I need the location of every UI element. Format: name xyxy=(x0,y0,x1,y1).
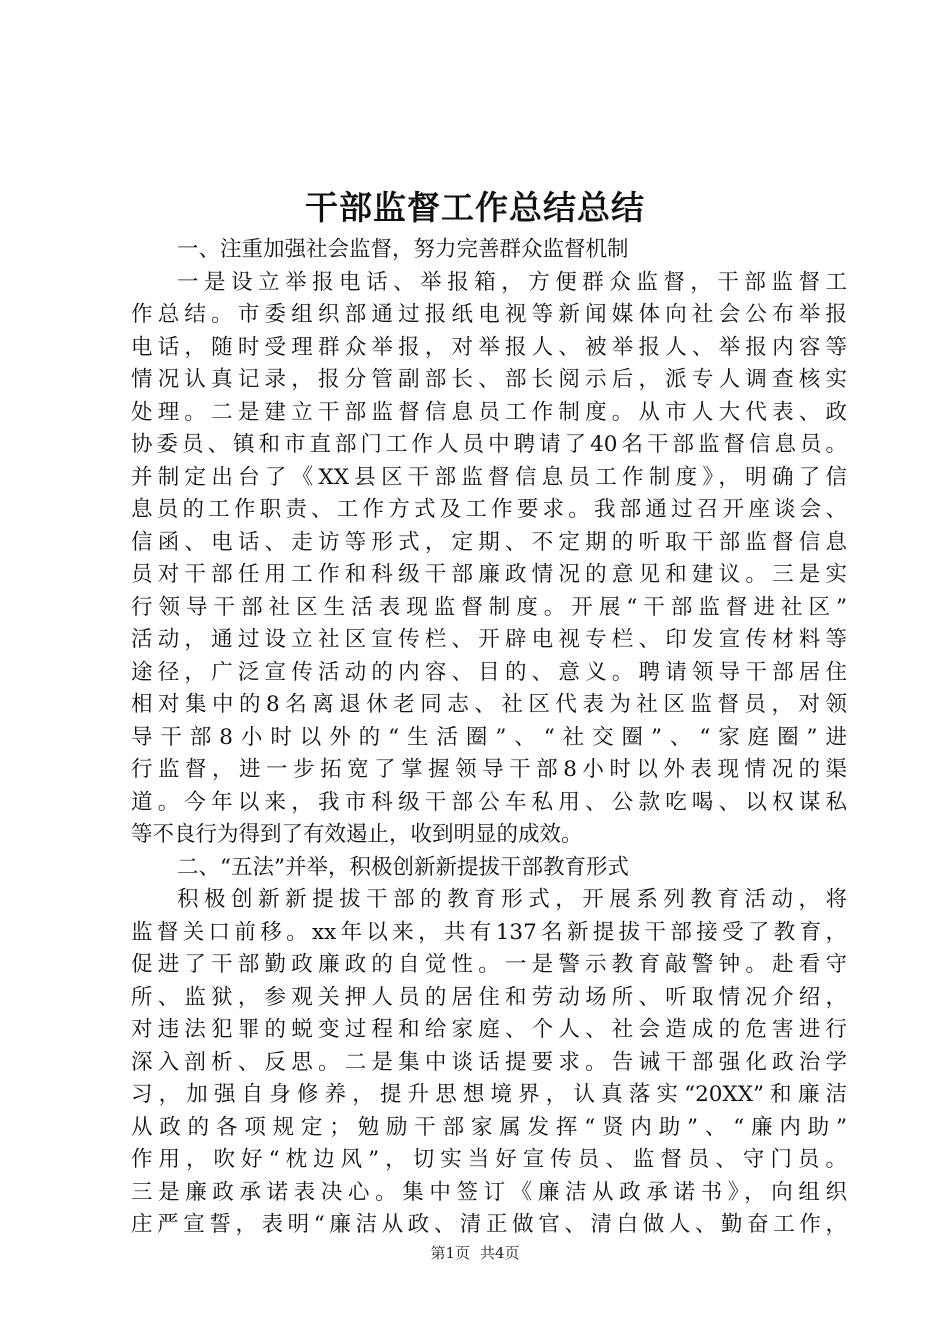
paragraph-line: 情况认真记录，报分管副部长、部长阅示后，派专人调查核实 xyxy=(131,367,847,392)
paragraph-line: 三是廉政承诺表决心。集中签订《廉洁从政承诺书》，向组织 xyxy=(131,1179,847,1205)
paragraph-line: 途径，广泛宣传活动的内容、目的、意义。聘请领导干部居住 xyxy=(131,659,847,685)
document-title: 干部监督工作总结总结 xyxy=(305,188,645,227)
paragraph-line: 道。今年以来，我市科级干部公车私用、公款吃喝、以权谋私 xyxy=(131,789,847,815)
paragraph-line: 处理。二是建立干部监督信息员工作制度。从市人大代表、政 xyxy=(131,399,847,425)
page-number-total: 共4页 xyxy=(480,1244,520,1262)
paragraph-line: 导干部8小时以外的“生活圈”、“社交圈”、“家庭圈”进 xyxy=(131,724,847,750)
section-heading-1: 一、注重加强社会监督，努力完善群众监督机制 xyxy=(177,237,629,262)
paragraph-line: 息员的工作职责、工作方式及工作要求。我部通过召开座谈会、 xyxy=(131,497,847,522)
paragraph-line: 一是设立举报电话、举报箱，方便群众监督，干部监督工 xyxy=(177,269,847,295)
paragraph-line: 作总结。市委组织部通过报纸电视等新闻媒体向社会公布举报 xyxy=(131,302,847,327)
paragraph-line: 协委员、镇和市直部门工作人员中聘请了40名干部监督信息员。 xyxy=(131,432,847,457)
page-footer xyxy=(0,1242,950,1264)
paragraph-line: 电话，随时受理群众举报，对举报人、被举报人、举报内容等 xyxy=(131,334,847,360)
paragraph-line: 从政的各项规定；勉励干部家属发挥“贤内助”、“廉内助” xyxy=(131,1114,847,1140)
paragraph-line: 深入剖析、反思。二是集中谈话提要求。告诫干部强化政治学 xyxy=(131,1049,847,1075)
paragraph-line: 作用，吹好“枕边风”，切实当好宣传员、监督员、守门员。 xyxy=(131,1147,847,1172)
paragraph-line: 信函、电话、走访等形式，定期、不定期的听取干部监督信息 xyxy=(131,529,847,555)
paragraph-line: 行领导干部社区生活表现监督制度。开展“干部监督进社区” xyxy=(131,594,847,620)
paragraph-line: 所、监狱，参观关押人员的居住和劳动场所、听取情况介绍， xyxy=(131,984,847,1010)
paragraph-line: 活动，通过设立社区宣传栏、开辟电视专栏、印发宣传材料等 xyxy=(131,627,847,652)
paragraph-line: 等不良行为得到了有效遏止，收到明显的成效。 xyxy=(131,822,583,847)
section-heading-2: 二、“五法”并举，积极创新新提拔干部教育形式 xyxy=(177,854,629,880)
paragraph-line: 积极创新新提拔干部的教育形式，开展系列教育活动，将 xyxy=(177,887,847,912)
paragraph-line: 员对干部任用工作和科级干部廉政情况的意见和建议。三是实 xyxy=(131,562,847,587)
page-number-current: 第1页 xyxy=(430,1244,470,1262)
paragraph-line: 习，加强自身修养，提升思想境界，认真落实“20XX”和廉洁 xyxy=(131,1082,847,1107)
paragraph-line: 庄严宣誓，表明“廉洁从政、清正做官、清白做人、勤奋工作， xyxy=(131,1212,847,1237)
paragraph-line: 相对集中的8名离退休老同志、社区代表为社区监督员，对领 xyxy=(131,692,847,717)
paragraph-line: 并制定出台了《XX县区干部监督信息员工作制度》，明确了信 xyxy=(131,464,847,490)
paragraph-line: 监督关口前移。xx年以来，共有137名新提拔干部接受了教育， xyxy=(131,919,847,945)
paragraph-line: 促进了干部勤政廉政的自觉性。一是警示教育敲警钟。赴看守 xyxy=(131,952,847,977)
document-body xyxy=(131,234,847,1242)
paragraph-line: 行监督，进一步拓宽了掌握领导干部8小时以外表现情况的渠 xyxy=(131,757,847,782)
paragraph-line: 对违法犯罪的蜕变过程和给家庭、个人、社会造成的危害进行 xyxy=(131,1017,847,1042)
